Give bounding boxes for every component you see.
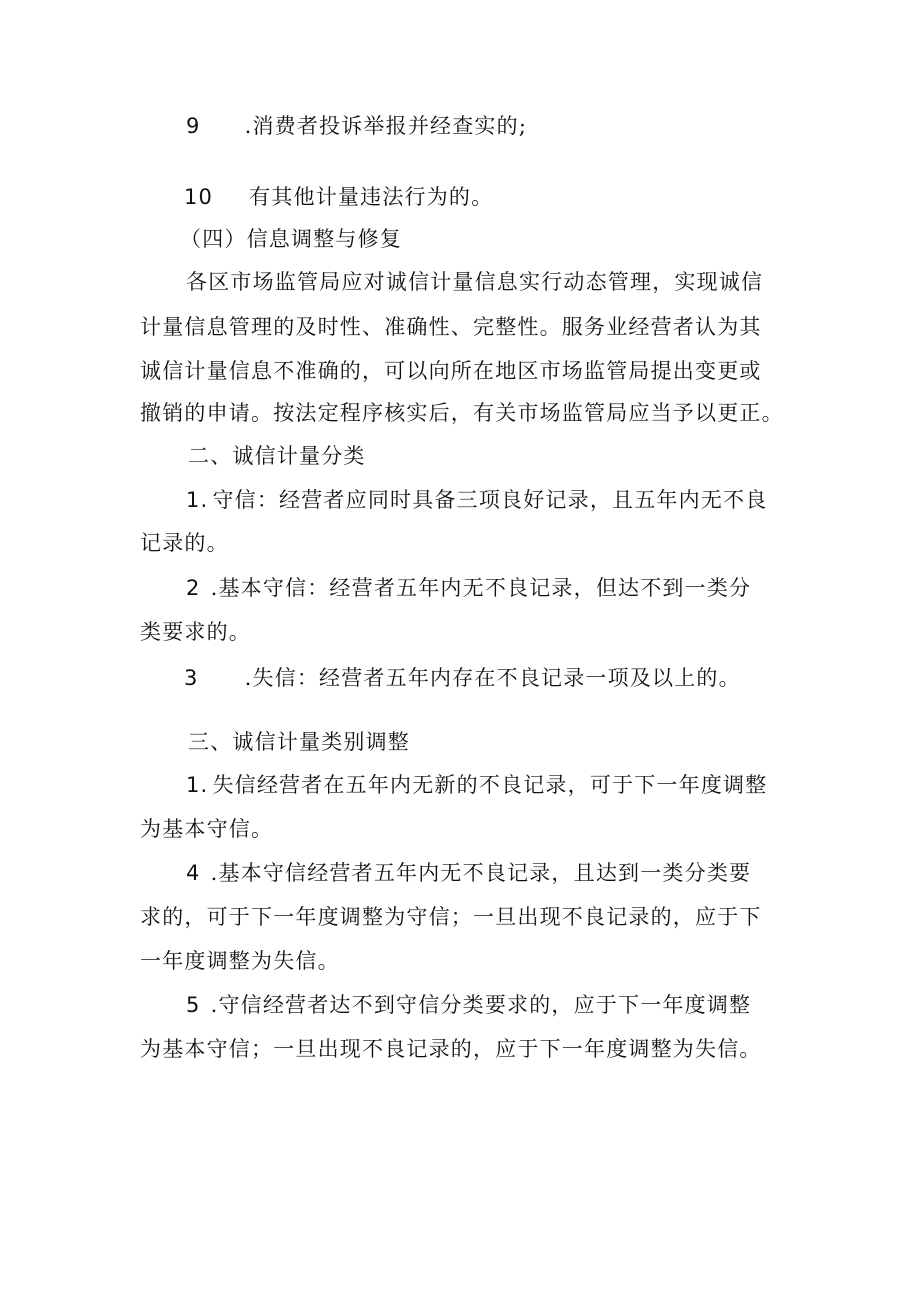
list-item-10 bbox=[184, 182, 493, 212]
item-number: 9 bbox=[186, 114, 201, 138]
list-item-continuation: 为基本守信；一旦出现不良记录的，应于下一年度调整为失信。 bbox=[140, 1037, 762, 1061]
item-number: 1. bbox=[186, 773, 209, 797]
list-item-class-3 bbox=[184, 663, 741, 693]
item-number: 2 bbox=[186, 576, 201, 600]
item-text: .守信经营者达不到守信分类要求的，应于下一年度调整 bbox=[210, 993, 752, 1017]
section-heading: 三、诚信计量类别调整 bbox=[188, 730, 410, 754]
list-item-continuation: 一年度调整为失信。 bbox=[140, 949, 340, 973]
item-text: .失信：经营者五年内存在不良记录一项及以上的。 bbox=[244, 666, 741, 690]
item-text: 失信经营者在五年内无新的不良记录，可于下一年度调整 bbox=[212, 773, 768, 797]
paragraph-line: 各区市场监管局应对诚信计量信息实行动态管理，实现诚信 bbox=[186, 270, 764, 294]
item-number: 1. bbox=[186, 488, 209, 512]
list-item-continuation: 记录的。 bbox=[140, 531, 229, 555]
item-text: .基本守信：经营者五年内无不良记录，但达不到一类分 bbox=[210, 576, 752, 600]
paragraph-line: 诚信计量信息不准确的，可以向所在地区市场监管局提出变更或 bbox=[140, 359, 762, 383]
list-item-9 bbox=[186, 111, 527, 141]
list-item-class-2 bbox=[186, 573, 751, 603]
list-item-continuation: 求的，可于下一年度调整为守信；一旦出现不良记录的，应于下 bbox=[140, 905, 762, 929]
item-number: 5 bbox=[186, 993, 201, 1017]
section-subheading: （四）信息调整与修复 bbox=[180, 227, 402, 251]
section-heading: 二、诚信计量分类 bbox=[188, 444, 366, 468]
list-item-continuation: 类要求的。 bbox=[140, 620, 251, 644]
item-text: 有其他计量违法行为的。 bbox=[249, 185, 494, 209]
list-item-continuation: 为基本守信。 bbox=[140, 817, 274, 841]
list-item-adjust-4 bbox=[186, 858, 751, 888]
item-text: .基本守信经营者五年内无不良记录，且达到一类分类要 bbox=[210, 861, 752, 885]
item-text: 守信：经营者应同时具备三项良好记录，且五年内无不良 bbox=[212, 488, 768, 512]
paragraph-line: 撤销的申请。按法定程序核实后，有关市场监管局应当予以更正。 bbox=[140, 401, 784, 425]
list-item-adjust-5 bbox=[186, 990, 751, 1020]
paragraph-line: 计量信息管理的及时性、准确性、完整性。服务业经营者认为其 bbox=[140, 315, 762, 339]
item-text: .消费者投诉举报并经查实的; bbox=[244, 114, 528, 138]
list-item-adjust-1 bbox=[186, 770, 767, 800]
item-number: 3 bbox=[184, 666, 199, 690]
item-number: 10 bbox=[184, 185, 214, 209]
list-item-class-1 bbox=[186, 485, 767, 515]
item-number: 4 bbox=[186, 861, 201, 885]
